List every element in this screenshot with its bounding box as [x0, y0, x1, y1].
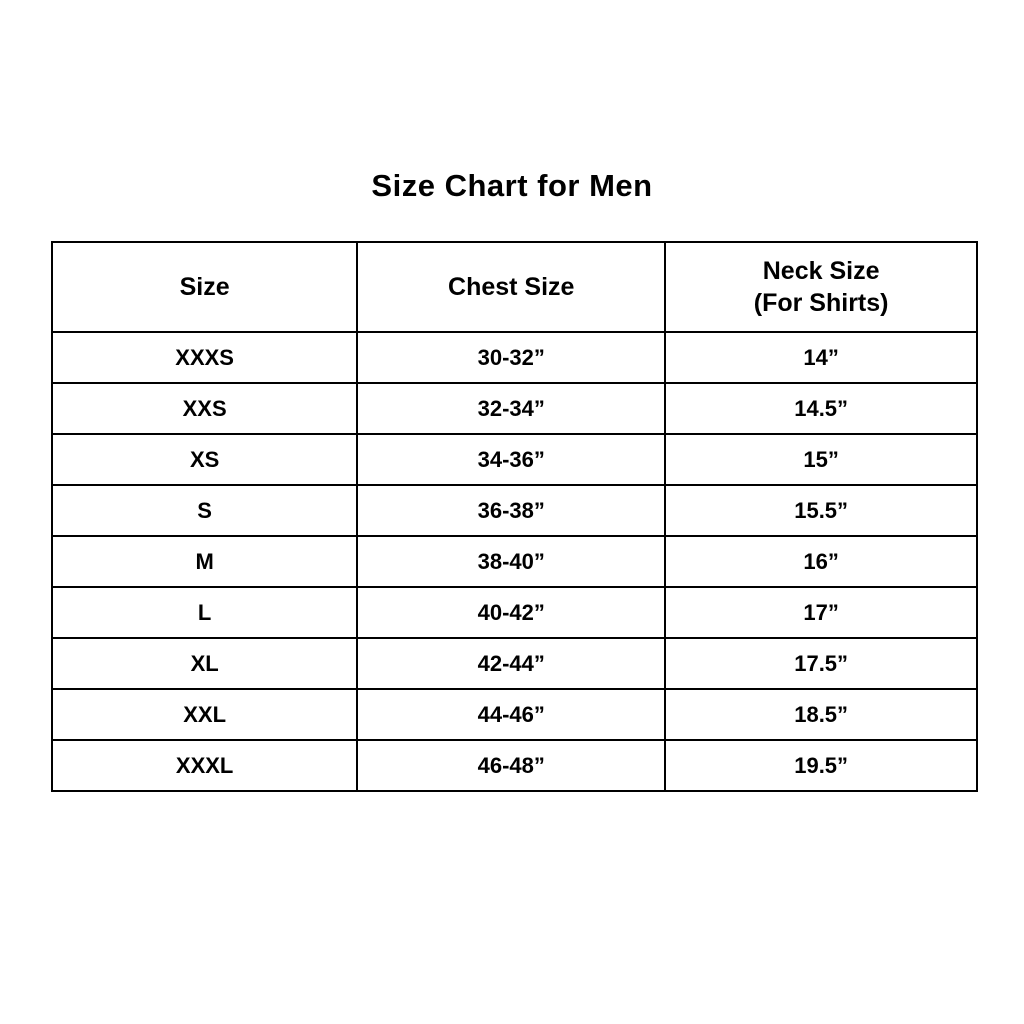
- table-cell-chest: 34-36”: [357, 434, 665, 485]
- table-cell-neck: 17”: [665, 587, 977, 638]
- table-cell-size: XXXL: [52, 740, 357, 791]
- size-table-body: [52, 332, 977, 791]
- table-cell-neck: 15”: [665, 434, 977, 485]
- table-cell-chest: 42-44”: [357, 638, 665, 689]
- table-cell-neck: 15.5”: [665, 485, 977, 536]
- table-cell-size: S: [52, 485, 357, 536]
- table-cell-neck: 14.5”: [665, 383, 977, 434]
- table-cell-chest: 40-42”: [357, 587, 665, 638]
- table-cell-size: M: [52, 536, 357, 587]
- table-row: [52, 740, 977, 791]
- header-row: [52, 242, 977, 332]
- table-cell-chest: 46-48”: [357, 740, 665, 791]
- table-cell-neck: 19.5”: [665, 740, 977, 791]
- table-row: [52, 689, 977, 740]
- table-cell-chest: 30-32”: [357, 332, 665, 383]
- table-cell-chest: 44-46”: [357, 689, 665, 740]
- table-row: [52, 587, 977, 638]
- table-cell-size: XXS: [52, 383, 357, 434]
- table-cell-chest: 32-34”: [357, 383, 665, 434]
- table-cell-neck: 17.5”: [665, 638, 977, 689]
- table-cell-neck: 16”: [665, 536, 977, 587]
- table-row: [52, 434, 977, 485]
- column-header-neck-size: [665, 242, 977, 332]
- page-title: Size Chart for Men: [371, 168, 653, 203]
- column-header-size: Size: [52, 242, 357, 332]
- table-cell-size: L: [52, 587, 357, 638]
- table-row: [52, 485, 977, 536]
- table-cell-neck: 18.5”: [665, 689, 977, 740]
- column-header-neck-size-line1: Neck Size: [762, 256, 880, 285]
- table-cell-chest: 38-40”: [357, 536, 665, 587]
- table-header: [52, 242, 977, 332]
- table-cell-size: XL: [52, 638, 357, 689]
- table-cell-size: XS: [52, 434, 357, 485]
- table-cell-neck: 14”: [665, 332, 977, 383]
- table-row: [52, 383, 977, 434]
- table-row: [52, 638, 977, 689]
- table-row: [52, 332, 977, 383]
- size-chart-table: [51, 241, 978, 792]
- table-cell-chest: 36-38”: [357, 485, 665, 536]
- column-header-chest-size: Chest Size: [357, 242, 665, 332]
- table-row: [52, 536, 977, 587]
- column-header-neck-size-line2: (For Shirts): [753, 289, 889, 317]
- table-cell-size: XXXS: [52, 332, 357, 383]
- table-cell-size: XXL: [52, 689, 357, 740]
